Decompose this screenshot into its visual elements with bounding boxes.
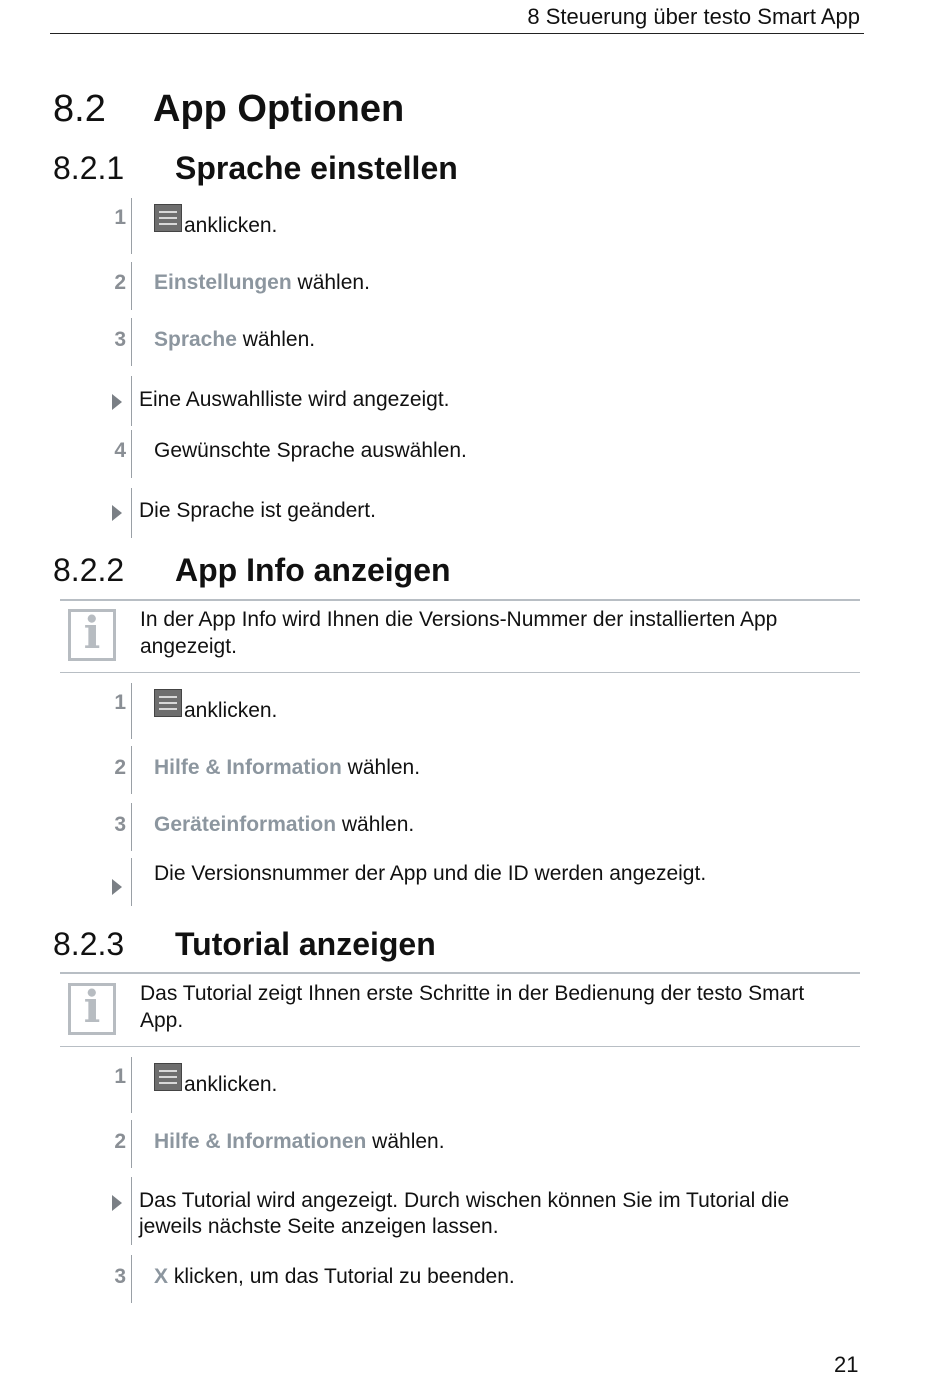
- step-bar: [131, 318, 132, 366]
- ui-keyword: Sprache: [154, 328, 237, 351]
- step-text: anklicken.: [184, 214, 278, 237]
- section-number: 8.2: [53, 88, 106, 130]
- info-rule: [60, 672, 860, 673]
- step-bar: [131, 1255, 132, 1303]
- result-arrow-icon: [112, 505, 122, 521]
- ui-keyword: Einstellungen: [154, 271, 292, 294]
- subsection-title: App Info anzeigen: [175, 552, 451, 588]
- step-number: 2: [114, 271, 126, 294]
- step-number: 2: [114, 1130, 126, 1153]
- subsection-title: Tutorial anzeigen: [175, 926, 436, 962]
- subsection-title: Sprache einstellen: [175, 150, 458, 186]
- info-text: App.: [140, 1009, 184, 1032]
- step-text: Geräteinformation wählen.: [154, 813, 415, 836]
- menu-icon: [154, 689, 182, 717]
- ui-keyword: Hilfe & Information: [154, 756, 342, 779]
- info-text: angezeigt.: [140, 635, 237, 658]
- step-bar: [131, 1120, 132, 1168]
- result-text: Das Tutorial wird angezeigt. Durch wischen können Sie im Tutorial die: [139, 1189, 790, 1212]
- result-text: Die Versionsnummer der App und die ID werden angezeigt.: [154, 862, 707, 885]
- step-bar: [131, 746, 132, 794]
- ui-keyword: Hilfe & Informationen: [154, 1130, 367, 1153]
- step-bar: [131, 683, 132, 739]
- result-arrow-icon: [112, 394, 122, 410]
- info-icon: i: [68, 983, 116, 1035]
- menu-icon: [154, 1063, 182, 1091]
- subsection-number: 8.2.2: [53, 552, 125, 588]
- step-bar: [131, 1177, 132, 1245]
- info-rule: [60, 599, 860, 601]
- step-bar: [131, 858, 132, 906]
- step-bar: [131, 488, 132, 538]
- step-text: Gewünschte Sprache auswählen.: [154, 439, 467, 462]
- running-head: 8 Steuerung über testo Smart App: [527, 4, 860, 29]
- step-text: Sprache wählen.: [154, 328, 316, 351]
- result-text: Die Sprache ist geändert.: [139, 499, 376, 522]
- step-bar: [131, 430, 132, 478]
- info-rule: [60, 972, 860, 974]
- step-text: anklicken.: [184, 699, 278, 722]
- step-bar: [131, 803, 132, 851]
- step-number: 4: [114, 439, 126, 462]
- step-bar: [131, 198, 132, 254]
- section-title: App Optionen: [153, 88, 405, 130]
- step-bar: [131, 1057, 132, 1113]
- step-text: Hilfe & Informationen wählen.: [154, 1130, 445, 1153]
- info-rule: [60, 1046, 860, 1047]
- step-number: 1: [114, 691, 126, 714]
- step-text: Einstellungen wählen.: [154, 271, 370, 294]
- page-number: 21: [834, 1352, 859, 1377]
- step-number: 2: [114, 756, 126, 779]
- step-number: 1: [114, 1065, 126, 1088]
- step-bar: [131, 262, 132, 310]
- result-arrow-icon: [112, 1195, 122, 1211]
- result-arrow-icon: [112, 879, 122, 895]
- step-text: Hilfe & Information wählen.: [154, 756, 421, 779]
- step-text: X klicken, um das Tutorial zu beenden.: [154, 1265, 515, 1288]
- subsection-number: 8.2.1: [53, 150, 125, 186]
- menu-icon: [154, 204, 182, 232]
- info-text: In der App Info wird Ihnen die Versions-Nummer der installierten App: [140, 608, 778, 631]
- subsection-number: 8.2.3: [53, 926, 125, 962]
- result-text: Eine Auswahlliste wird angezeigt.: [139, 388, 450, 411]
- info-text: Das Tutorial zeigt Ihnen erste Schritte in der Bedienung der testo Smart: [140, 982, 805, 1005]
- header-rule: [50, 33, 864, 34]
- step-number: 1: [114, 206, 126, 229]
- info-icon: i: [68, 609, 116, 661]
- ui-keyword: X: [154, 1265, 169, 1288]
- step-number: 3: [114, 813, 126, 836]
- ui-keyword: Geräteinformation: [154, 813, 337, 836]
- result-text: jeweils nächste Seite anzeigen lassen.: [139, 1215, 499, 1238]
- step-text: anklicken.: [184, 1073, 278, 1096]
- step-number: 3: [114, 1265, 126, 1288]
- step-bar: [131, 376, 132, 426]
- step-number: 3: [114, 328, 126, 351]
